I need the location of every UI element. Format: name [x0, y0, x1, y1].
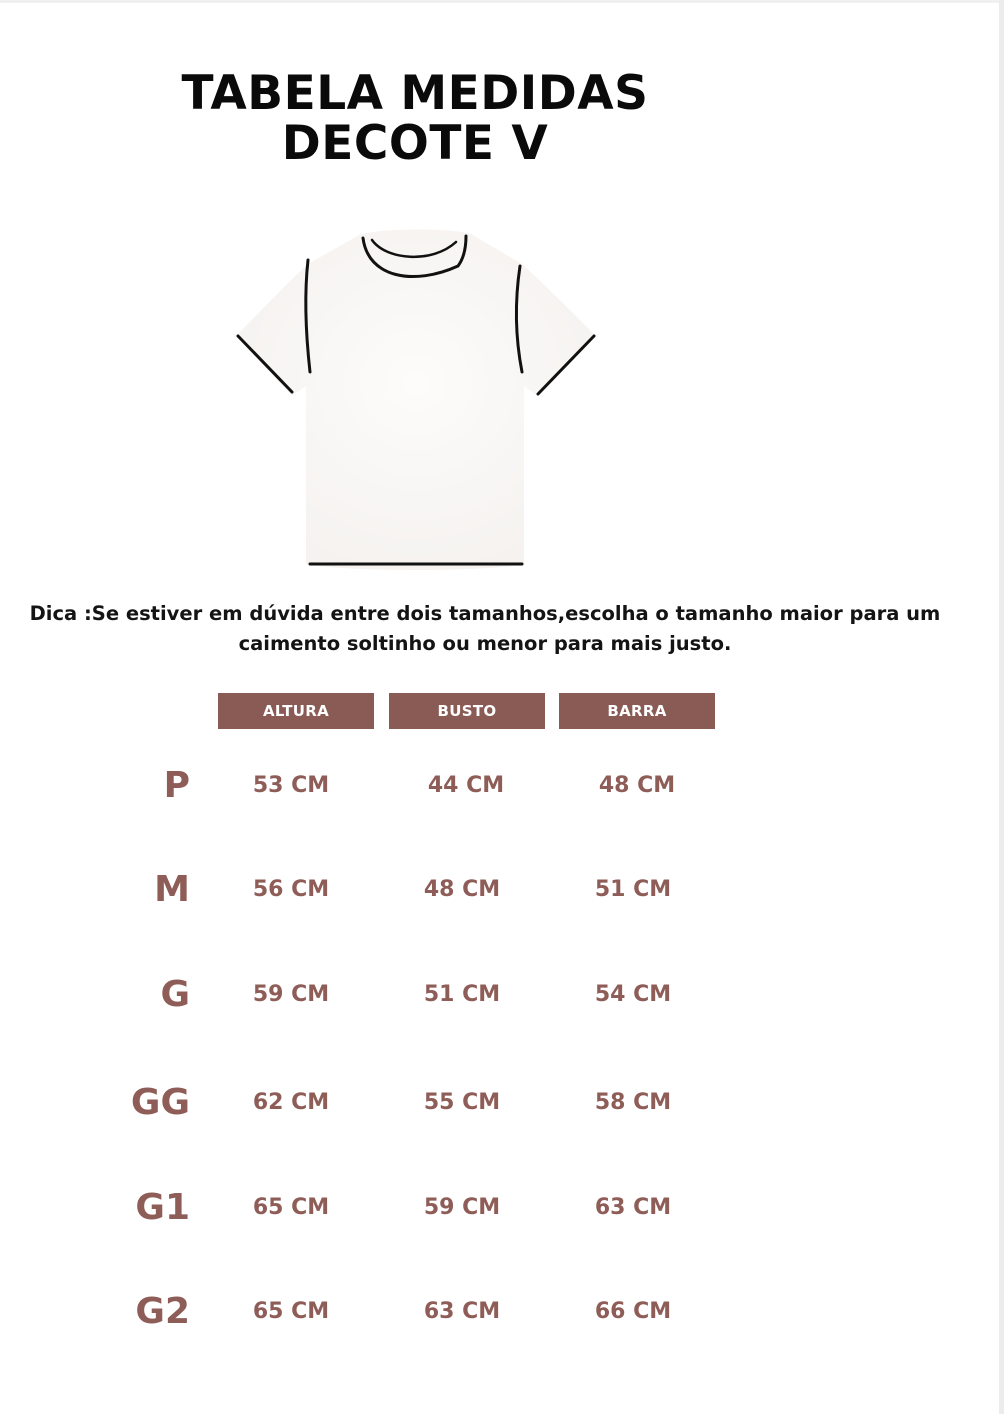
table-cell: 44 CM: [427, 773, 505, 798]
table-cell: 48 CM: [598, 773, 676, 798]
table-cell: 65 CM: [252, 1299, 330, 1324]
table-cell: 55 CM: [423, 1090, 501, 1115]
column-header-altura: ALTURA: [218, 693, 374, 729]
table-cell: 56 CM: [252, 877, 330, 902]
size-label-p: P: [163, 765, 190, 806]
size-label-gg: GG: [130, 1082, 190, 1123]
page-title-line-1: TABELA MEDIDAS: [181, 66, 649, 121]
table-cell: 48 CM: [423, 877, 501, 902]
tip-text-line-1: Dica :Se estiver em dúvida entre dois tamanhos,escolha o tamanho maior para um: [29, 602, 941, 625]
table-cell: 51 CM: [423, 982, 501, 1007]
table-cell: 59 CM: [423, 1195, 501, 1220]
table-cell: 54 CM: [594, 982, 672, 1007]
right-border: [999, 0, 1004, 1414]
table-cell: 63 CM: [423, 1299, 501, 1324]
column-header-busto: BUSTO: [389, 693, 545, 729]
table-cell: 59 CM: [252, 982, 330, 1007]
size-label-g1: G1: [135, 1187, 190, 1228]
table-cell: 65 CM: [252, 1195, 330, 1220]
table-cell: 66 CM: [594, 1299, 672, 1324]
table-cell: 62 CM: [252, 1090, 330, 1115]
top-border: [0, 0, 1004, 3]
t-shirt-icon: [226, 226, 606, 586]
table-cell: 51 CM: [594, 877, 672, 902]
size-label-m: M: [154, 869, 190, 910]
column-header-barra: BARRA: [559, 693, 715, 729]
table-cell: 58 CM: [594, 1090, 672, 1115]
size-label-g2: G2: [135, 1291, 190, 1332]
tip-text-line-2: caimento soltinho ou menor para mais justo.: [238, 632, 732, 655]
table-cell: 63 CM: [594, 1195, 672, 1220]
page-title-line-2: DECOTE V: [281, 116, 549, 171]
size-label-g: G: [160, 974, 190, 1015]
table-cell: 53 CM: [252, 773, 330, 798]
